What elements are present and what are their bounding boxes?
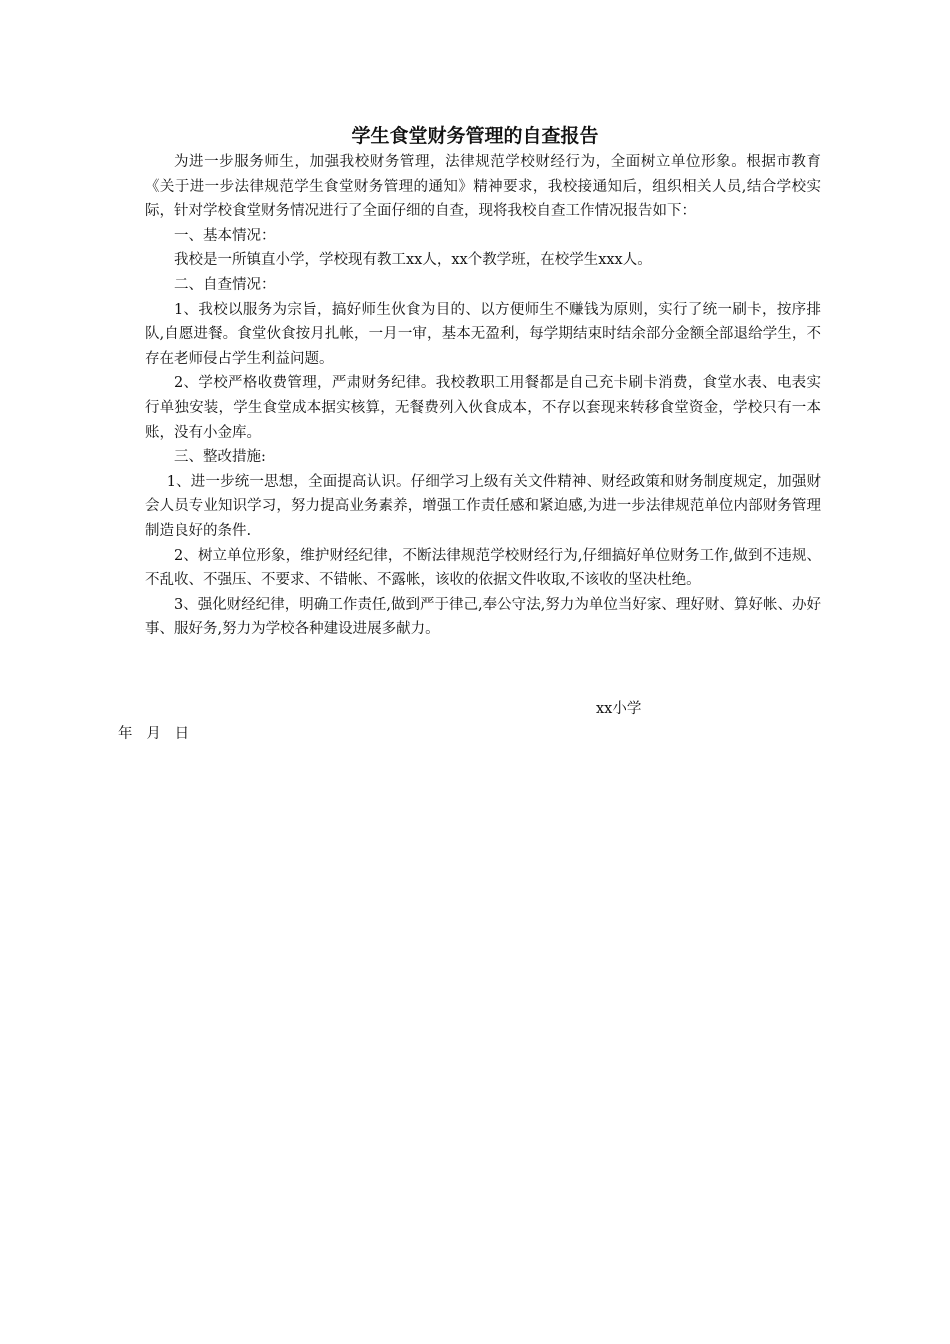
document-body (145, 150, 821, 642)
signature-school: xx小学 (596, 701, 642, 717)
rectification-item-1: 1、进一步统一思想，全面提高认识。仔细学习上级有关文件精神、财经政策和财务制度规定，加强财会人员专业知识学习，努力提高业务素养，增强工作责任感和紧迫感,为进一步法律规范单位内部财务管理制造良好的条件. (145, 473, 821, 539)
self-check-item-1: 1、我校以服务为宗旨，搞好师生伙食为目的、以方便师生不赚钱为原则，实行了统一刷卡，按序排队,自愿进餐。食堂伙食按月扎帐，一月一审，基本无盈利，每学期结束时结余部分金额全部退给学生，不存在老师侵占学生利益问题。 (145, 301, 821, 367)
basic-info-paragraph: 我校是一所镇直小学，学校现有教工xx人，xx个教学班，在校学生xxx人。 (174, 252, 652, 269)
intro-paragraph: 为进一步服务师生，加强我校财务管理，法律规范学校财经行为，全面树立单位形象。根据市教育《关于进一步法律规范学生食堂财务管理的通知》精神要求，我校接通知后，组织相关人员,结合学校实际，针对学校食堂财务情况进行了全面仔细的自查，现将我校自查工作情况报告如下： (145, 154, 821, 220)
section-heading-rectification: 三、整改措施: (174, 449, 266, 466)
document-title: 学生食堂财务管理的自查报告 (351, 125, 599, 147)
section-heading-self-check: 二、自查情况： (174, 276, 276, 293)
self-check-item-2: 2、学校严格收费管理，严肃财务纪律。我校教职工用餐都是自己充卡刷卡消费，食堂水表、电表实行单独安装，学生食堂成本据实核算，无餐费列入伙食成本，不存以套现来转移食堂资金，学校只有一本账，没有小金库。 (145, 375, 821, 441)
section-heading-basic-info: 一、基本情况： (174, 227, 276, 244)
rectification-item-2: 2、树立单位形象，维护财经纪律，不断法律规范学校财经行为,仔细搞好单位财务工作,做到不违规、不乱收、不强压、不要求、不错帐、不露帐，该收的依据文件收取,不该收的坚决杜绝。 (145, 547, 821, 589)
signature-date: 年 月 日 (118, 726, 190, 742)
rectification-item-3: 3、强化财经纪律，明确工作责任,做到严于律己,奉公守法,努力为单位当好家、理好财、算好帐、办好事、服好务,努力为学校各种建设进展多献力。 (145, 596, 821, 638)
